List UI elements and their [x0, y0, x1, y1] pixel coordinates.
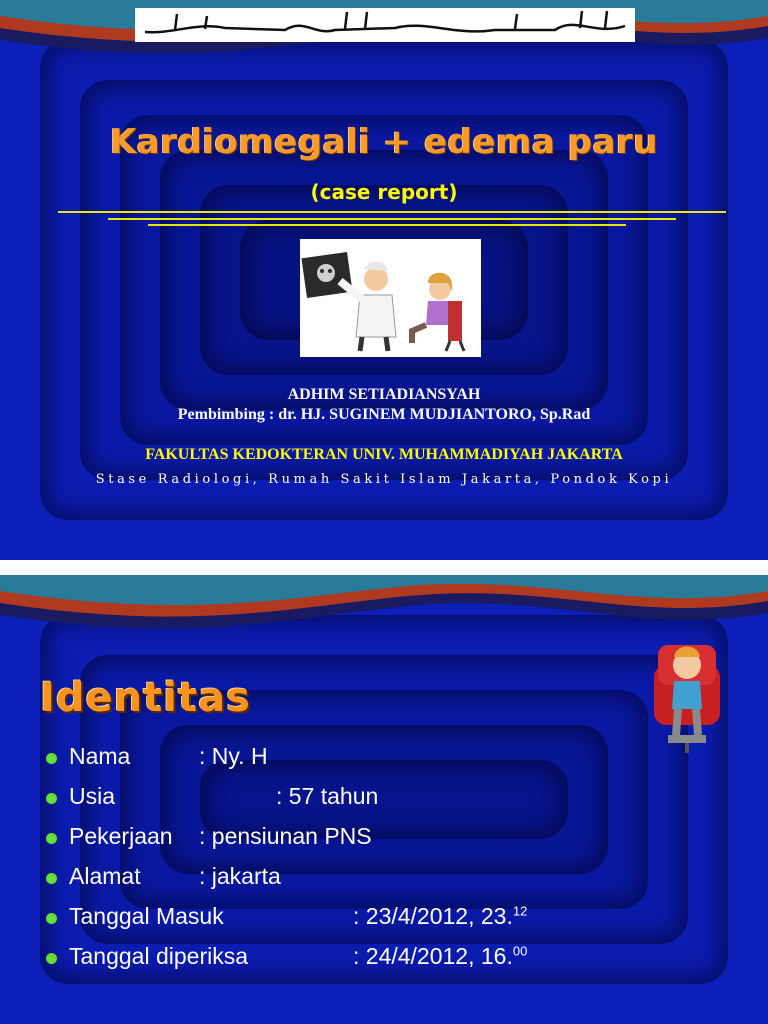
item-label: Tanggal diperiksa	[69, 943, 249, 969]
bullet-icon	[46, 873, 57, 884]
slide-title: Kardiomegali + edema paru	[109, 122, 659, 162]
patient-in-chair-illustration	[648, 625, 726, 755]
item-label: Alamat	[69, 863, 141, 889]
divider-line	[108, 218, 676, 220]
item-label: Usia	[69, 783, 116, 809]
item-value: : 57 tahun	[276, 783, 379, 809]
slide-title: Identitas	[40, 675, 251, 721]
author-name: ADHIM SETIADIANSYAH	[287, 386, 481, 403]
item-label: Nama	[69, 743, 131, 769]
arabic-calligraphy-banner	[135, 8, 635, 42]
doctor-xray-illustration	[300, 239, 481, 357]
item-value: : 23/4/2012, 23.12	[353, 903, 528, 929]
item-value: : 24/4/2012, 16.00	[353, 943, 528, 969]
bullet-icon	[46, 793, 57, 804]
item-value: : pensiunan PNS	[199, 823, 372, 849]
station-location: Stase Radiologi, Rumah Sakit Islam Jakarta, Pondok Kopi	[95, 472, 673, 487]
item-value: : Ny. H	[199, 743, 268, 769]
bullet-icon	[46, 753, 57, 764]
item-value: : jakarta	[199, 863, 281, 889]
slide-subtitle: (case report)	[310, 180, 458, 204]
divider-line	[58, 211, 726, 213]
item-label: Pekerjaan	[69, 823, 173, 849]
advisor-name: Pembimbing : dr. HJ. SUGINEM MUDJIANTORO, Sp.Rad	[177, 406, 591, 423]
bullet-icon	[46, 913, 57, 924]
identity-slide	[0, 575, 768, 1024]
item-label: Tanggal Masuk	[69, 903, 224, 929]
faculty-name: FAKULTAS KEDOKTERAN UNIV. MUHAMMADIYAH JAKARTA	[145, 446, 623, 463]
bullet-icon	[46, 953, 57, 964]
bullet-icon	[46, 833, 57, 844]
divider-line	[148, 224, 626, 226]
